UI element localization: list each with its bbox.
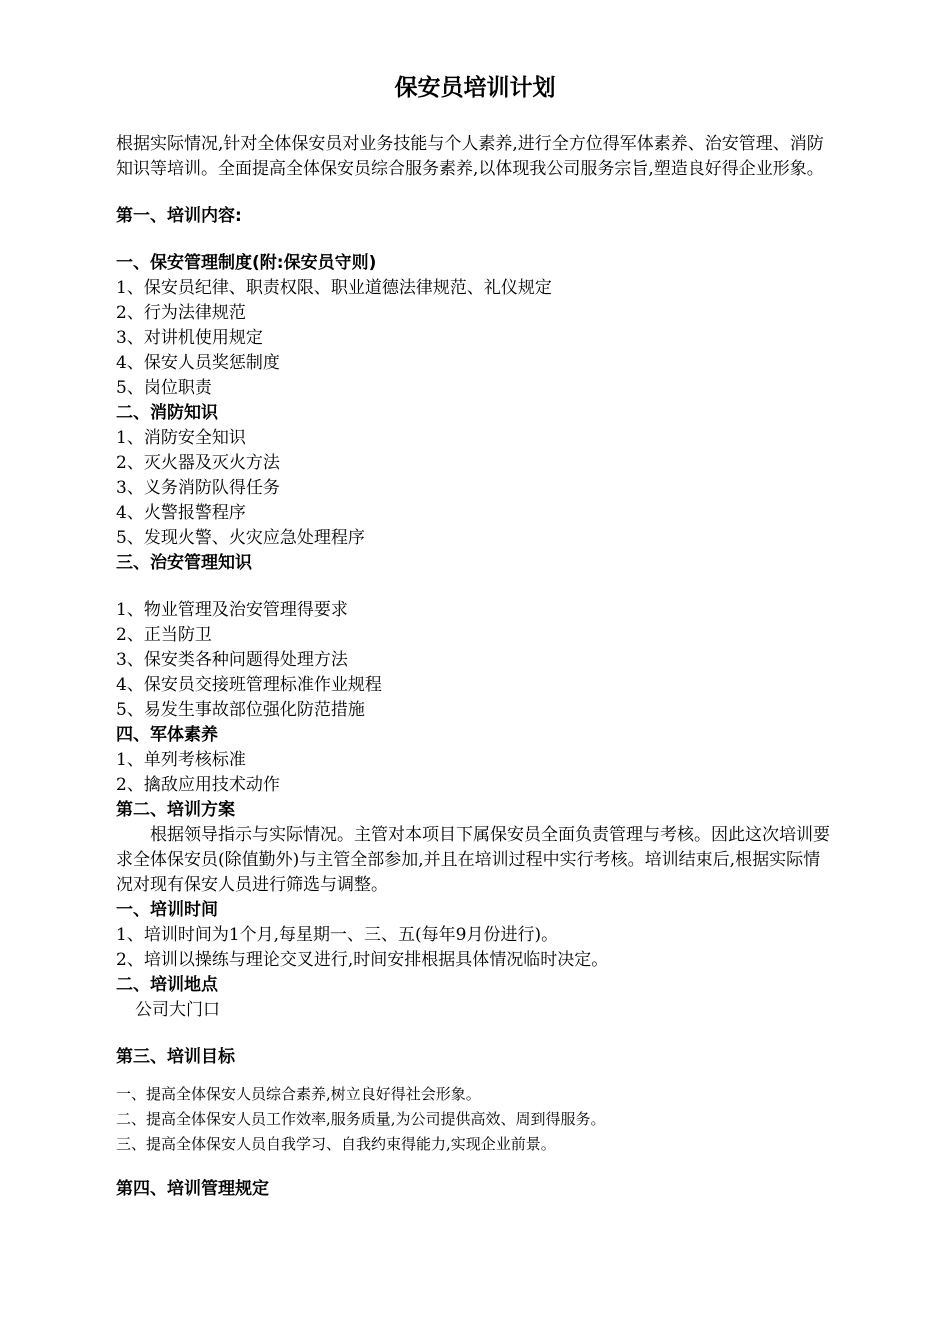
list-item: 5、岗位职责: [116, 378, 212, 398]
list-item: 4、火警报警程序: [116, 503, 246, 523]
list-item: 5、易发生事故部位强化防范措施: [116, 700, 365, 720]
list-item: 4、保安人员奖惩制度: [116, 353, 280, 373]
list-item: 2、培训以操练与理论交叉进行,时间安排根据具体情况临时决定。: [116, 950, 609, 970]
list-item: 2、灭火器及灭火方法: [116, 453, 280, 473]
part1-sec3-heading: 三、治安管理知识: [116, 553, 252, 573]
list-item: 3、对讲机使用规定: [116, 328, 263, 348]
part4-heading: 第四、培训管理规定: [116, 1179, 269, 1199]
list-item: 1、物业管理及治安管理得要求: [116, 600, 348, 620]
list-item: 三、提高全体保安人员自我学习、自我约束得能力,实现企业前景。: [116, 1135, 556, 1153]
part2-paragraph: 根据领导指示与实际情况。主管对本项目下属保安员全面负责管理与考核。因此这次培训要求全体保安员(除值勤外)与主管全部参加,并且在培训过程中实行考核。培训结束后,根据实际情况对现有保安人员进行筛选与调整。: [116, 825, 830, 895]
list-item: 1、消防安全知识: [116, 428, 246, 448]
list-item: 4、保安员交接班管理标准作业规程: [116, 675, 382, 695]
list-item: 二、提高全体保安人员工作效率,服务质量,为公司提供高效、周到得服务。: [116, 1110, 606, 1128]
part2-sec1-heading: 一、培训时间: [116, 900, 218, 920]
location-text: 公司大门口: [135, 1000, 220, 1020]
list-item: 1、单列考核标准: [116, 750, 246, 770]
list-item: 1、保安员纪律、职责权限、职业道德法律规范、礼仪规定: [116, 278, 552, 298]
part3-heading: 第三、培训目标: [116, 1047, 235, 1067]
list-item: 2、正当防卫: [116, 625, 212, 645]
part1-sec1-heading: 一、保安管理制度(附:保安员守则): [116, 253, 377, 273]
part2-heading: 第二、培训方案: [116, 800, 235, 820]
part1-sec4-heading: 四、军体素养: [116, 725, 218, 745]
part1-heading: 第一、培训内容:: [116, 206, 242, 226]
list-item: 5、发现火警、火灾应急处理程序: [116, 528, 365, 548]
document-body: [116, 70, 834, 1202]
part2-sec2-heading: 二、培训地点: [116, 975, 218, 995]
list-item: 3、保安类各种问题得处理方法: [116, 650, 348, 670]
intro-paragraph: 根据实际情况,针对全体保安员对业务技能与个人素养,进行全方位得军体素养、治安管理、消防知识等培训。全面提高全体保安员综合服务素养,以体现我公司服务宗旨,塑造良好得企业形象。: [116, 134, 824, 179]
list-item: 2、擒敌应用技术动作: [116, 775, 280, 795]
list-item: 1、培训时间为1个月,每星期一、三、五(每年9月份进行)。: [116, 925, 559, 945]
part1-sec2-heading: 二、消防知识: [116, 403, 218, 423]
document-title: 保安员培训计划: [394, 75, 556, 101]
list-item: 3、义务消防队得任务: [116, 478, 280, 498]
list-item: 一、提高全体保安人员综合素养,树立良好得社会形象。: [116, 1085, 481, 1103]
list-item: 2、行为法律规范: [116, 303, 246, 323]
